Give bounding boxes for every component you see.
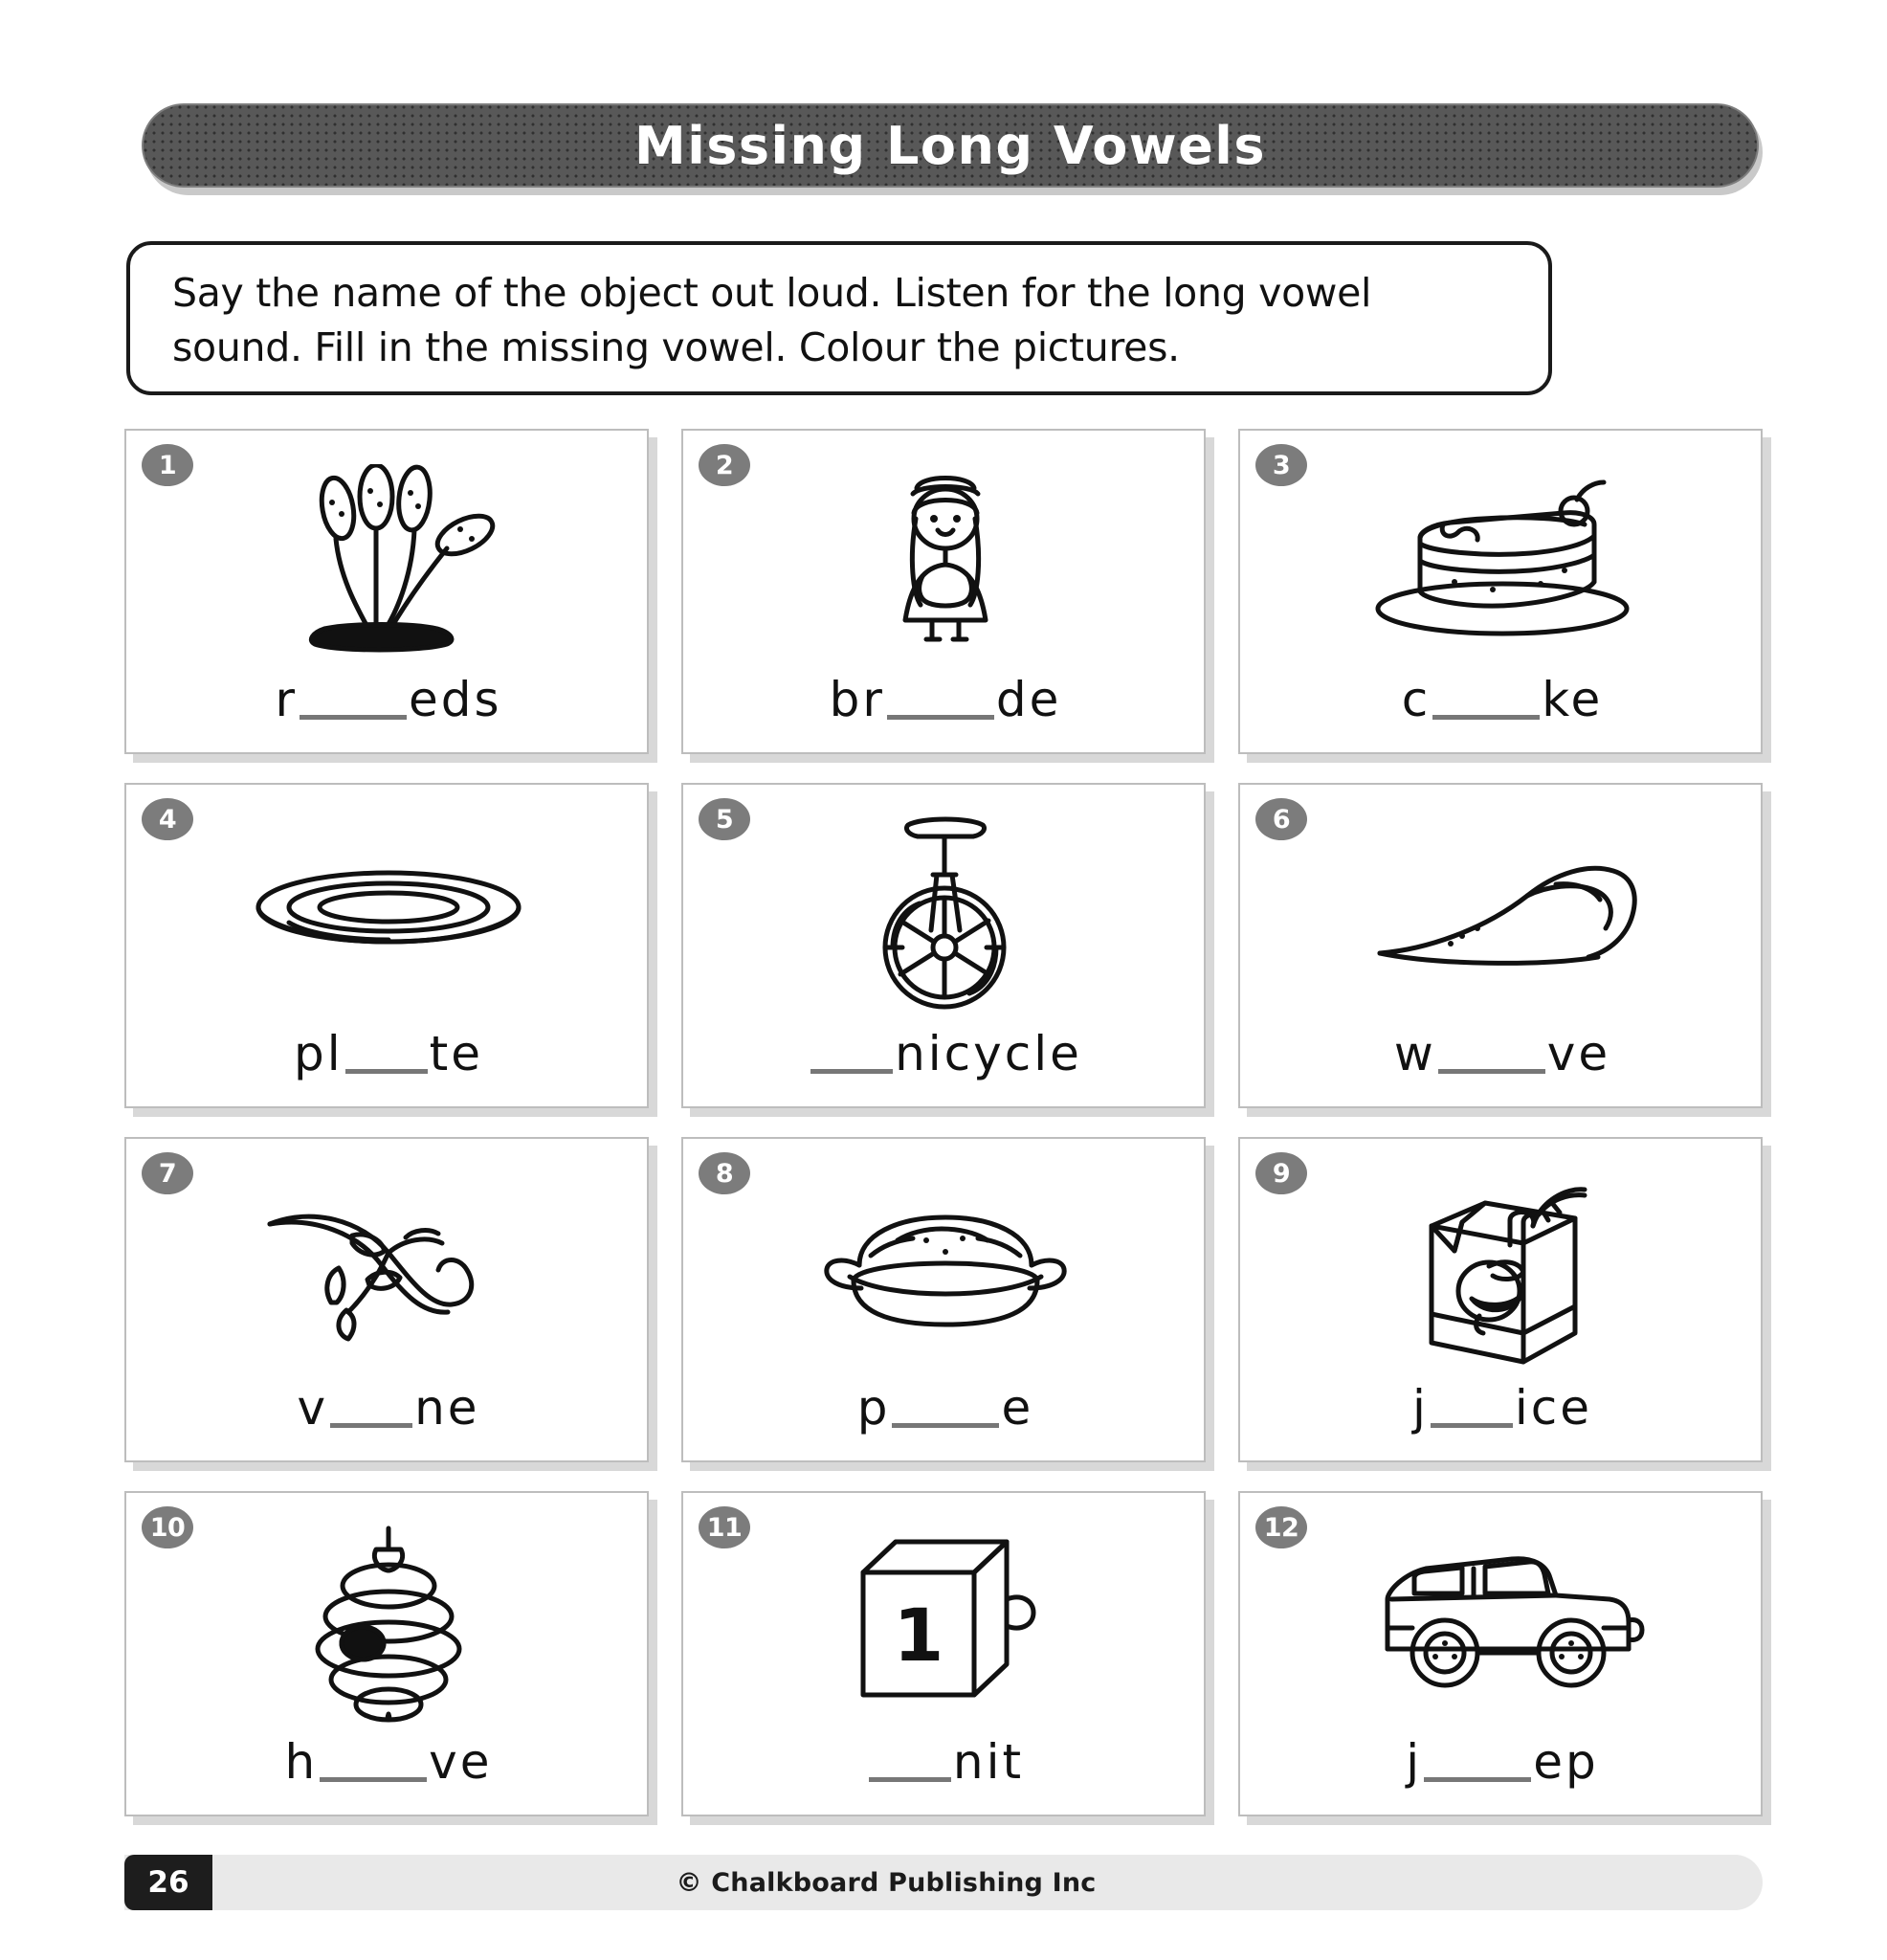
vowel-blank[interactable] — [320, 1777, 427, 1782]
word-prefix: pl — [293, 1026, 344, 1081]
unicycle-icon — [683, 810, 1208, 1018]
word-suffix: ice — [1514, 1380, 1593, 1436]
item-number-badge: 2 — [699, 444, 750, 486]
item-number-badge: 9 — [1255, 1152, 1307, 1194]
word-prefix: v — [297, 1380, 329, 1436]
vowel-blank[interactable] — [345, 1069, 428, 1074]
cake-icon — [1240, 456, 1765, 664]
exercise-card[interactable] — [681, 1491, 1206, 1816]
vowel-blank[interactable] — [1424, 1777, 1531, 1782]
vowel-blank[interactable] — [810, 1069, 893, 1074]
word-suffix: eds — [409, 672, 502, 727]
vowel-blank[interactable] — [330, 1423, 412, 1428]
page-title: Missing Long Vowels — [634, 115, 1266, 176]
word-suffix: ne — [414, 1380, 480, 1436]
exercise-grid — [124, 429, 1763, 1828]
hive-icon — [126, 1518, 651, 1726]
word-suffix: ke — [1542, 672, 1604, 727]
exercise-card[interactable] — [681, 783, 1206, 1108]
vowel-blank[interactable] — [892, 1423, 999, 1428]
word-prompt — [683, 1734, 1208, 1790]
word-suffix: de — [995, 672, 1062, 727]
instructions-box — [126, 241, 1552, 395]
title-banner — [142, 103, 1759, 191]
footer-bar — [124, 1855, 1763, 1910]
word-prefix: j — [1406, 1734, 1423, 1790]
exercise-card[interactable] — [1238, 429, 1763, 754]
pie-icon — [683, 1164, 1208, 1372]
exercise-card[interactable] — [1238, 1491, 1763, 1816]
word-prefix: w — [1393, 1026, 1436, 1081]
page-footer — [124, 1855, 1763, 1914]
vowel-blank[interactable] — [1431, 1423, 1513, 1428]
word-prefix: j — [1411, 1380, 1429, 1436]
word-prefix: br — [829, 672, 885, 727]
exercise-card[interactable] — [124, 783, 649, 1108]
instruction-line-1: Say the name of the object out loud. Listen for the long vowel — [172, 270, 1372, 316]
item-number-badge: 5 — [699, 798, 750, 840]
item-number-badge: 7 — [142, 1152, 193, 1194]
word-suffix: te — [429, 1026, 483, 1081]
item-number-badge: 12 — [1255, 1506, 1307, 1548]
cube-numeral: 1 — [893, 1592, 944, 1678]
instruction-line-2: sound. Fill in the missing vowel. Colour the pictures. — [172, 323, 1180, 370]
word-suffix: ep — [1533, 1734, 1599, 1790]
word-suffix: nit — [952, 1734, 1025, 1790]
word-suffix: ve — [1546, 1026, 1611, 1081]
reeds-icon — [126, 456, 651, 664]
word-prompt — [126, 1026, 651, 1081]
word-prefix: r — [275, 672, 298, 727]
page-number-badge: 26 — [124, 1855, 212, 1910]
word-prefix: h — [284, 1734, 319, 1790]
vowel-blank[interactable] — [869, 1777, 951, 1782]
word-prompt — [1240, 1734, 1765, 1790]
item-number-badge: 1 — [142, 444, 193, 486]
item-number-badge: 11 — [699, 1506, 750, 1548]
word-prompt — [126, 1380, 651, 1436]
item-number-badge: 8 — [699, 1152, 750, 1194]
title-banner-bar — [142, 103, 1759, 188]
one-cube-icon — [683, 1518, 1208, 1726]
vowel-blank[interactable] — [1432, 715, 1540, 720]
item-number-badge: 4 — [142, 798, 193, 840]
copyright-text: © Chalkboard Publishing Inc — [676, 1867, 1097, 1898]
word-prompt — [126, 1734, 651, 1790]
word-suffix: ve — [429, 1734, 493, 1790]
exercise-card[interactable] — [124, 1491, 649, 1816]
item-number-badge: 10 — [142, 1506, 193, 1548]
word-suffix: e — [1001, 1380, 1034, 1436]
exercise-card[interactable] — [681, 1137, 1206, 1462]
juice-box-icon — [1240, 1164, 1765, 1372]
exercise-card[interactable] — [1238, 783, 1763, 1108]
word-prompt — [1240, 1026, 1765, 1081]
word-prompt — [126, 672, 651, 727]
word-prompt — [683, 1026, 1208, 1081]
word-prefix: c — [1401, 672, 1432, 727]
word-prompt — [1240, 672, 1765, 727]
plate-icon — [126, 810, 651, 1018]
word-prompt — [683, 672, 1208, 727]
item-number-badge: 3 — [1255, 444, 1307, 486]
wave-icon — [1240, 810, 1765, 1018]
item-number-badge: 6 — [1255, 798, 1307, 840]
vowel-blank[interactable] — [887, 715, 994, 720]
word-suffix: nicycle — [895, 1026, 1082, 1081]
bride-icon — [683, 456, 1208, 664]
vine-icon — [126, 1164, 651, 1372]
exercise-card[interactable] — [1238, 1137, 1763, 1462]
exercise-card[interactable] — [681, 429, 1206, 754]
word-prompt — [683, 1380, 1208, 1436]
jeep-icon — [1240, 1518, 1765, 1726]
word-prompt — [1240, 1380, 1765, 1436]
word-prefix: p — [856, 1380, 891, 1436]
vowel-blank[interactable] — [300, 715, 407, 720]
exercise-card[interactable] — [124, 429, 649, 754]
exercise-card[interactable] — [124, 1137, 649, 1462]
vowel-blank[interactable] — [1438, 1069, 1545, 1074]
